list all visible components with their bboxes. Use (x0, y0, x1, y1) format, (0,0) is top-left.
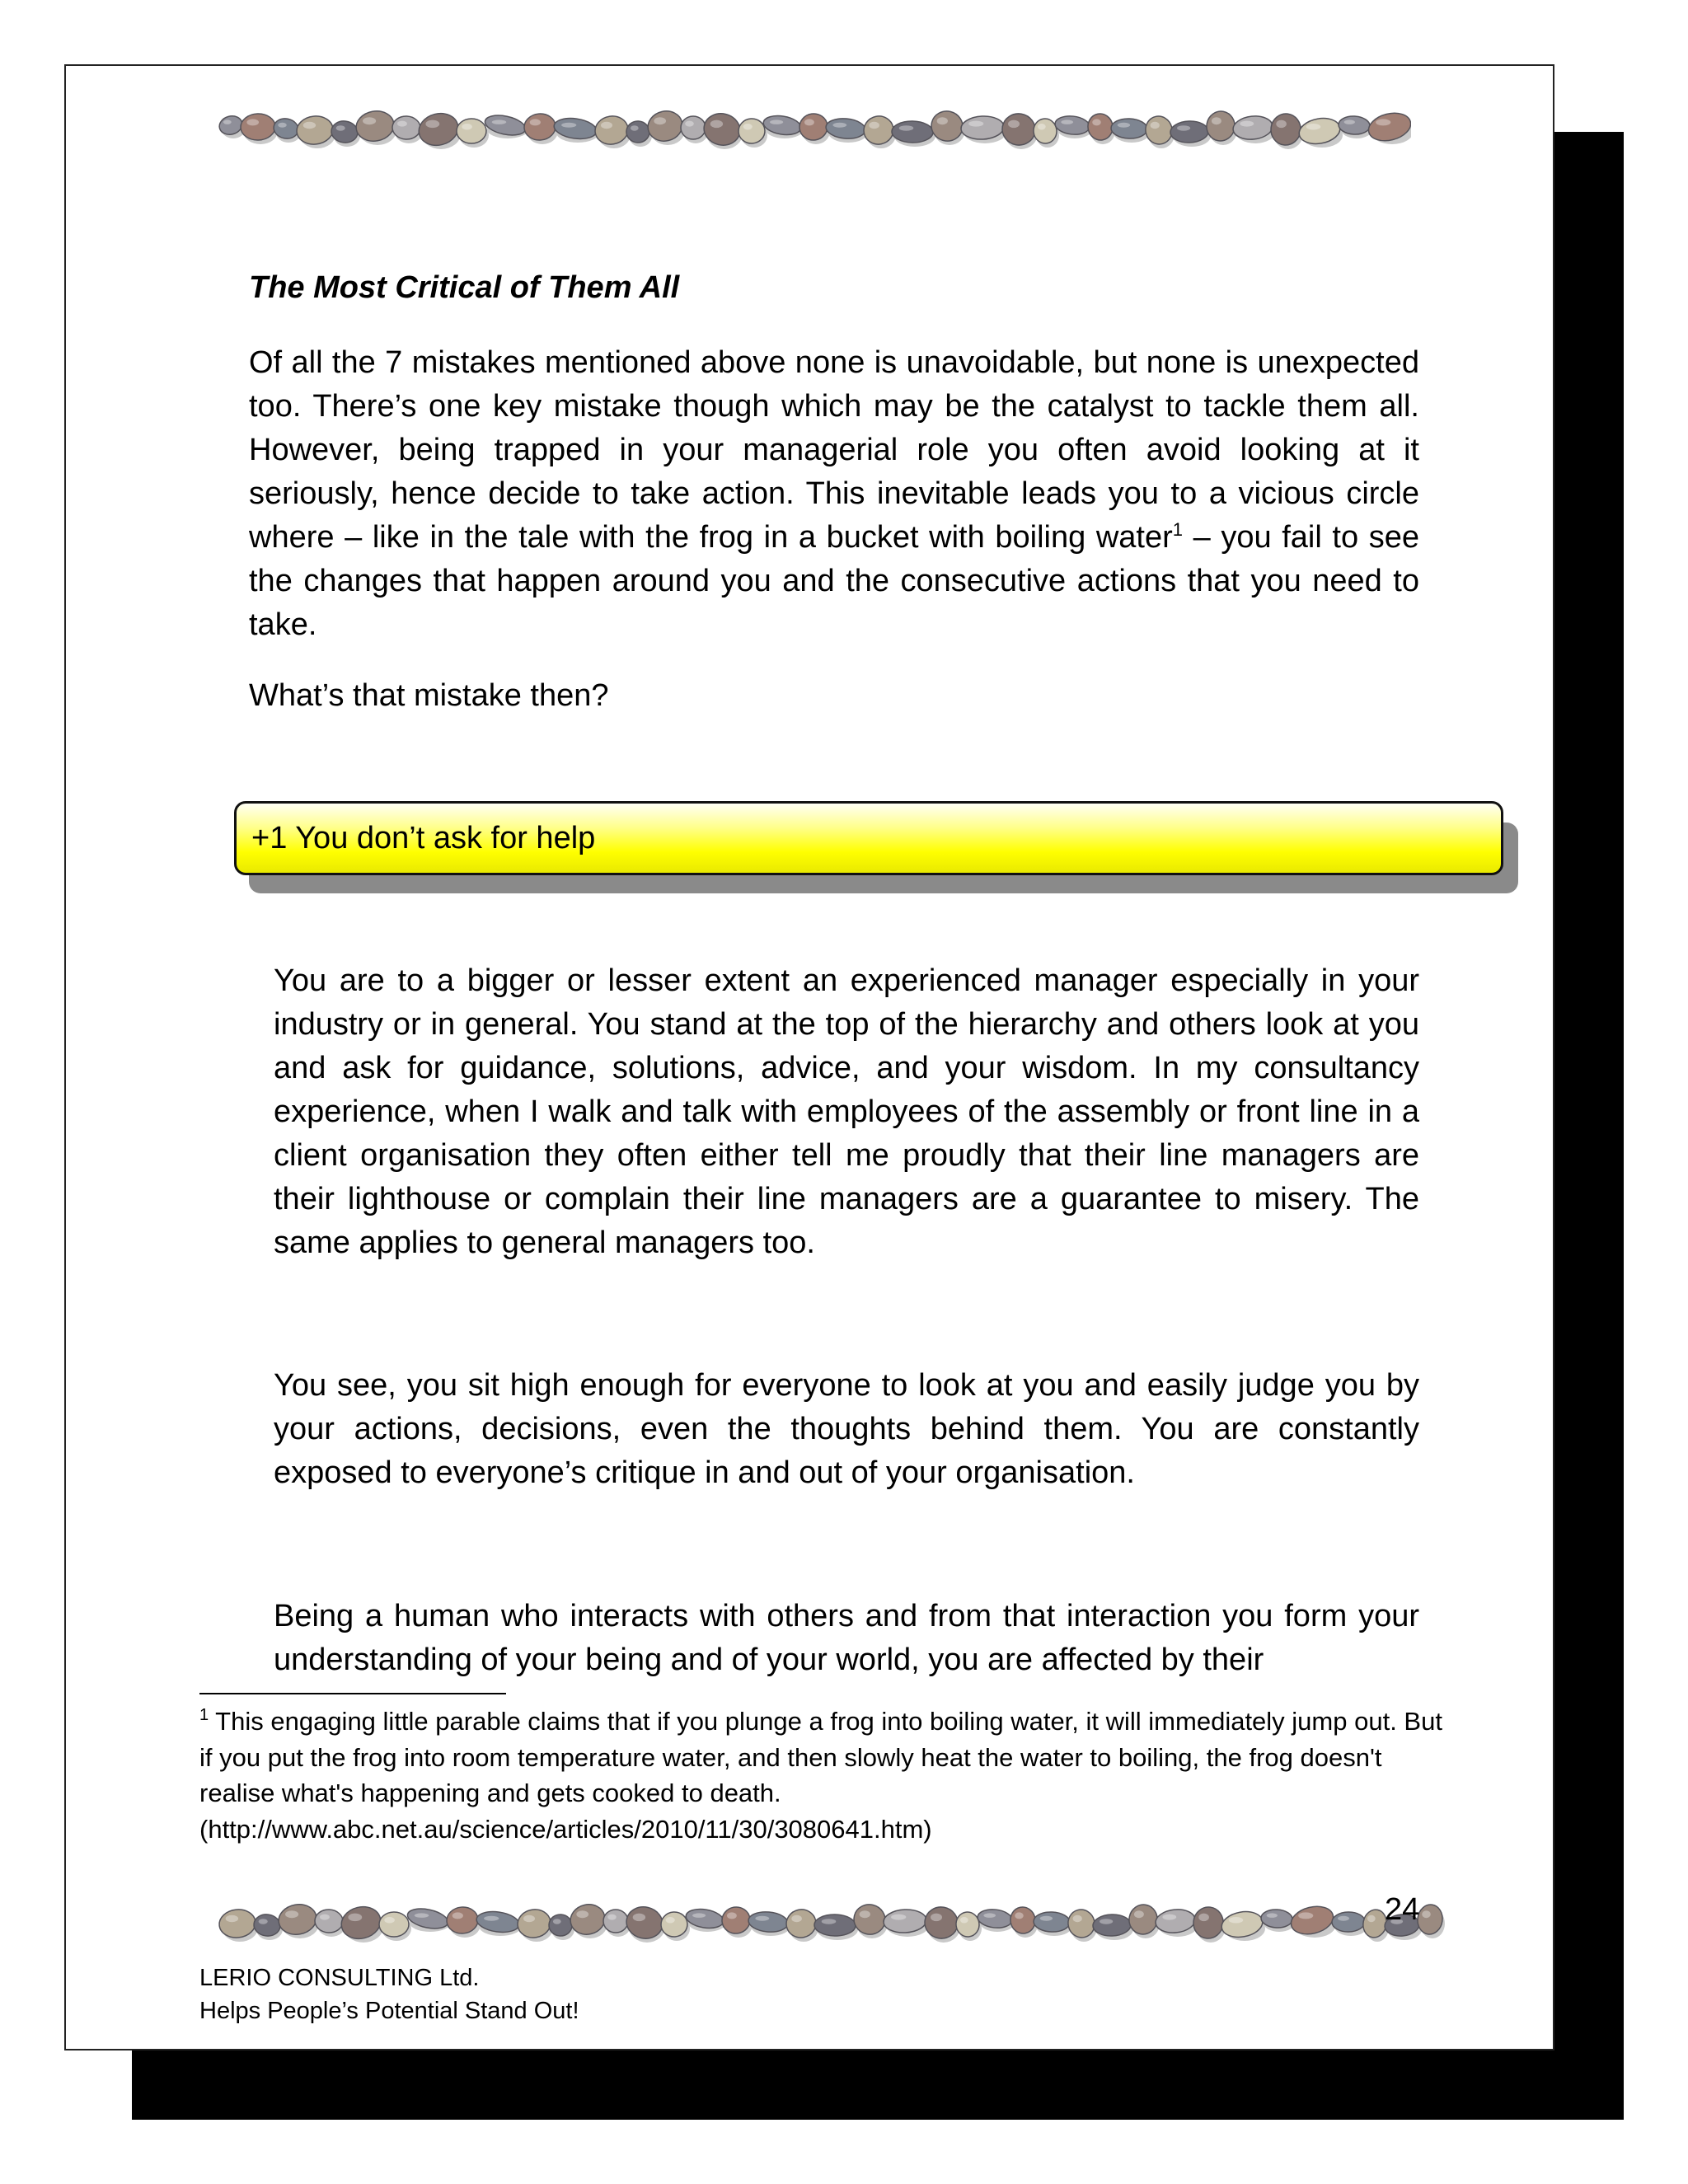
footnote-text: This engaging little parable claims that if you plunge a frog into boiling water, it will immediately jump out. But if you put the frog into room temperature water, and then slowly heat the water to boiling, the frog doesn't realise what's happening and gets cooked to death. (http://www.abc.net.au/science/articles/2010/11/30/3080641.htm) (199, 1707, 1442, 1844)
section-heading: The Most Critical of Them All (249, 270, 680, 305)
body-paragraph-experience: You are to a bigger or lesser extent an experienced manager especially in your industry or in general. You stand at the top of the hierarchy and others look at you and ask for guidance, solutions, advice, and your wisdom. In my consultancy experience, when I walk and talk with employees of the assembly or front line in a client organisation they often either tell me proudly that their line managers are their lighthouse or complain their line managers are a guarantee to misery. The same applies to general managers too. (274, 963, 1419, 1260)
intro-text-after: – you fail to see the changes that happen around you and the consecutive actions that you need to take. (249, 520, 1419, 642)
footer-block (199, 1961, 579, 2027)
pebble-border-top (208, 97, 1411, 155)
footnote-separator (199, 1693, 506, 1694)
footnote-number: 1 (199, 1706, 209, 1724)
body-paragraph-exposure: You see, you sit high enough for everyone to look at you and easily judge you by your actions, decisions, even the thoughts behind them. You are constantly exposed to everyone’s critique in and out of your organisation. (274, 1368, 1419, 1490)
company-name: LERIO CONSULTING Ltd. (199, 1965, 480, 1991)
question-paragraph: What’s that mistake then? (249, 678, 609, 713)
callout-box (234, 801, 1503, 875)
footnote (199, 1704, 1452, 1847)
intro-text-before: Of all the 7 mistakes mentioned above none is unavoidable, but none is unexpected too. There’s one key mistake though which may be the catalyst to tackle them all. However, being trapped in your managerial role you often avoid looking at it seriously, hence decide to take action. This inevitable leads you to a vicious circle where – like in the tale with the frog in a bucket with boiling water (249, 345, 1419, 555)
page-number: 24 (1385, 1892, 1420, 1927)
footnote-reference[interactable]: 1 (1172, 519, 1183, 540)
body-paragraph-human: Being a human who interacts with others and from that interaction you form your understanding of your being and of your world, you are affected by their (274, 1599, 1419, 1677)
pebble-border-bottom (208, 1891, 1452, 1948)
company-tagline: Helps People’s Potential Stand Out! (199, 1998, 579, 2024)
intro-paragraph (249, 341, 1419, 647)
callout-title: +1 You don’t ask for help (251, 820, 596, 855)
